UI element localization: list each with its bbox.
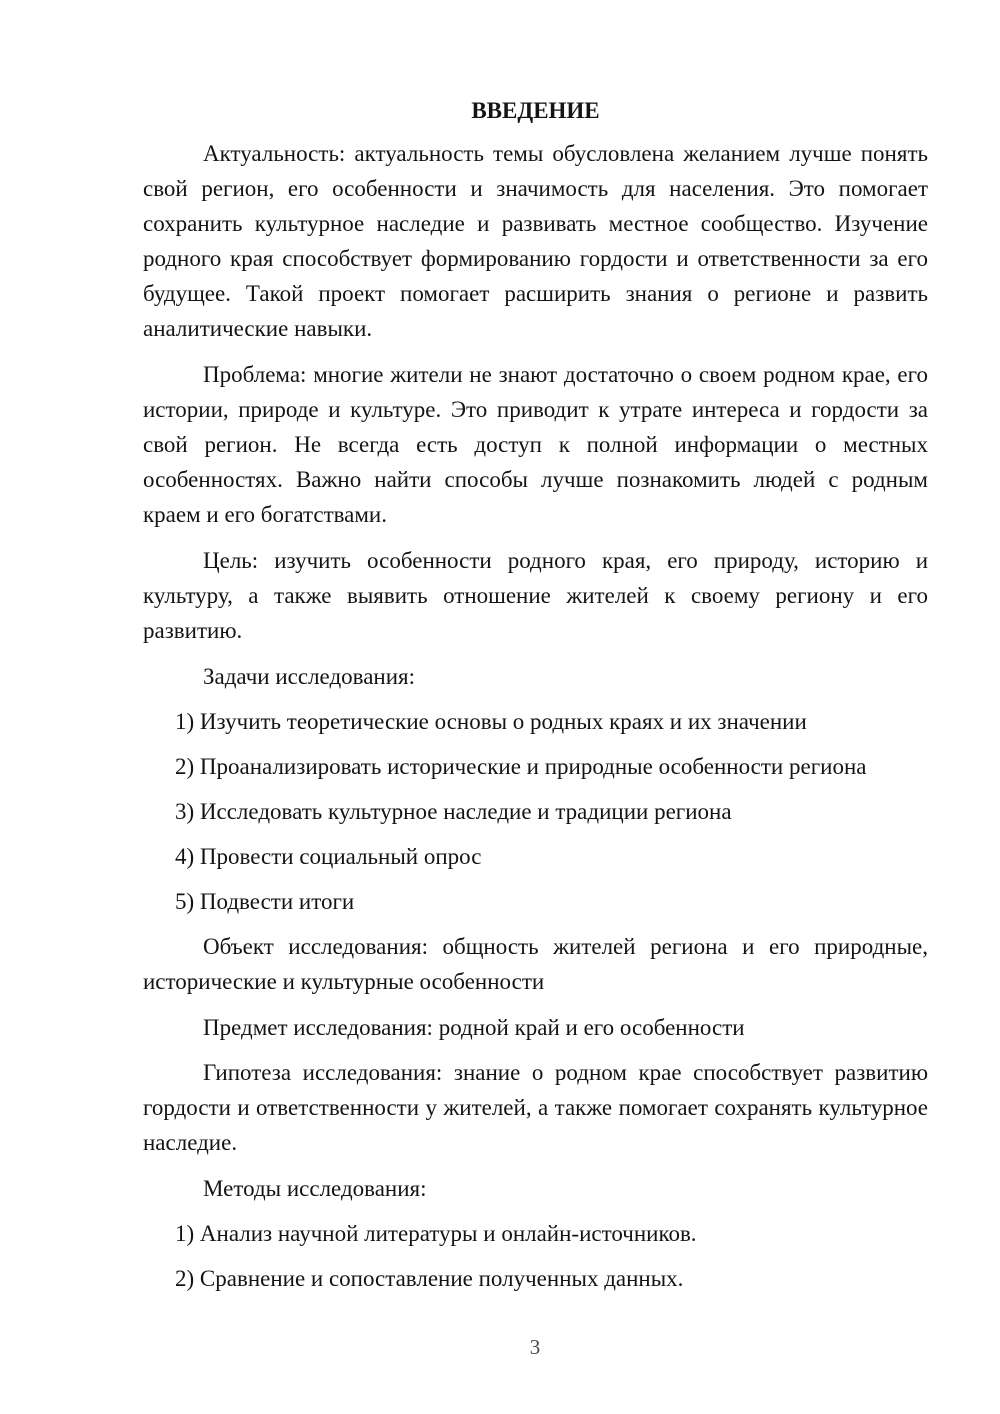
goal-paragraph: Цель: изучить особенности родного края, его природу, историю и культуру, а также выявить отношение жителей к своему региону и его развитию. <box>143 548 928 643</box>
task-item-2: 2) Проанализировать исторические и природные особенности региона <box>175 754 867 779</box>
subject-paragraph: Предмет исследования: родной край и его особенности <box>203 1015 745 1040</box>
page-title: ВВЕДЕНИЕ <box>471 98 600 123</box>
problem-paragraph: Проблема: многие жители не знают достаточно о своем родном крае, его истории, природе и культуре. Это приводит к утрате интереса и гордости за свой регион. Не всегда есть доступ к полной информации о местных особенностях. Важно найти способы лучше познакомить людей с родным краем и его богатствами. <box>143 362 928 527</box>
task-item-3: 3) Исследовать культурное наследие и традиции региона <box>175 799 732 824</box>
tasks-heading: Задачи исследования: <box>203 664 416 689</box>
object-paragraph: Объект исследования: общность жителей региона и его природные, исторические и культурные особенности <box>143 934 928 994</box>
page-content <box>143 93 928 1306</box>
page-number: 3 <box>529 1335 541 1359</box>
task-item-4: 4) Провести социальный опрос <box>175 844 482 869</box>
method-item-2: 2) Сравнение и сопоставление полученных данных. <box>175 1266 684 1291</box>
method-item-1: 1) Анализ научной литературы и онлайн-источников. <box>175 1221 697 1246</box>
task-item-1: 1) Изучить теоретические основы о родных краях и их значении <box>175 709 807 734</box>
methods-heading: Методы исследования: <box>203 1176 427 1201</box>
relevance-paragraph: Актуальность: актуальность темы обусловлена желанием лучше понять свой регион, его особенности и значимость для населения. Это помогает сохранить культурное наследие и развивать местное сообщество. Изучение родного края способствует формированию гордости и ответственности за его будущее. Такой проект помогает расширить знания о регионе и развить аналитические навыки. <box>143 141 928 341</box>
hypothesis-paragraph: Гипотеза исследования: знание о родном крае способствует развитию гордости и ответственности у жителей, а также помогает сохранять культурное наследие. <box>143 1060 928 1155</box>
task-item-5: 5) Подвести итоги <box>175 889 355 914</box>
